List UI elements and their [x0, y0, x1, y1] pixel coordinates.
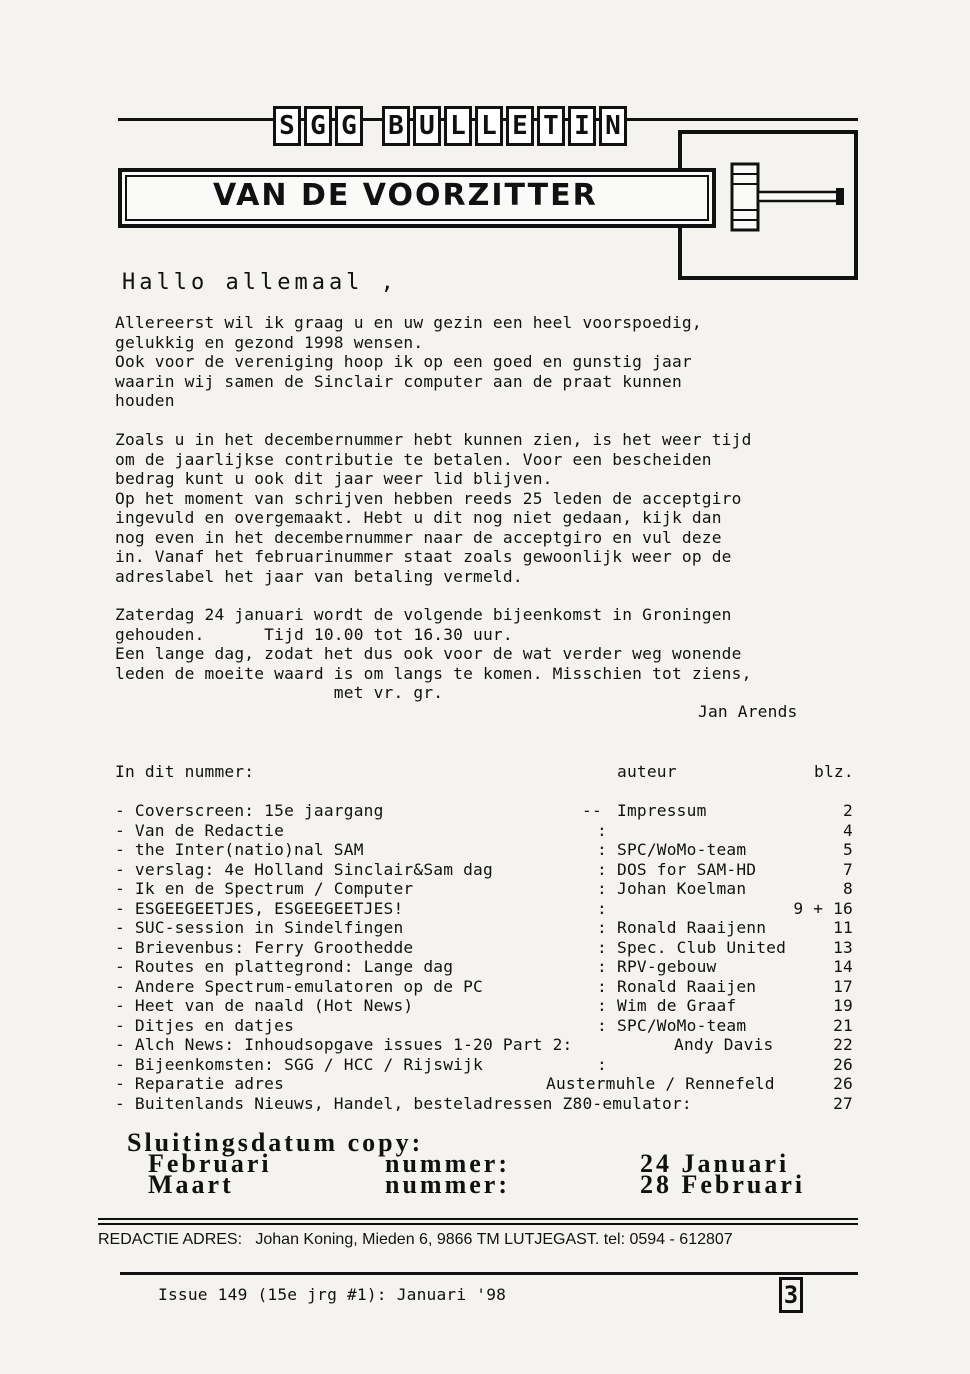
- toc-row: [115, 860, 855, 880]
- toc-author: RPV-gebouw: [617, 957, 717, 976]
- masthead-letter: G: [335, 106, 363, 146]
- toc-heading: In dit nummer:: [115, 762, 255, 781]
- toc-page: 14: [833, 957, 853, 976]
- toc-page: 27: [833, 1093, 853, 1113]
- toc-row: [115, 977, 855, 997]
- toc-page: 2: [843, 801, 853, 820]
- toc-author: SPC/WoMo-team: [617, 840, 747, 859]
- toc-author: Wim de Graaf: [617, 996, 737, 1015]
- paragraph-line: Allereerst wil ik graag u en uw gezin een heel voorspoedig,: [115, 313, 702, 332]
- toc-sep: :: [597, 1054, 607, 1074]
- toc-title: - Reparatie adres: [115, 1074, 285, 1093]
- toc-title: - Ik en de Spectrum / Computer: [115, 879, 414, 898]
- paragraph-2: [115, 430, 752, 586]
- toc-row: [115, 879, 855, 899]
- footer-rule-2: [98, 1223, 858, 1225]
- toc-author: Impressum: [617, 801, 707, 820]
- section-title: VAN DE VOORZITTER: [213, 178, 598, 213]
- closing-label: nummer:: [385, 1170, 510, 1199]
- toc-page: 5: [843, 840, 853, 859]
- paragraph-line: Op het moment van schrijven hebben reeds 25 leden de acceptgiro: [115, 488, 742, 508]
- masthead: [273, 106, 655, 156]
- masthead-sgg: [273, 111, 366, 141]
- paragraph-line: bedrag kunt u ook dit jaar weer lid blijven.: [115, 469, 553, 488]
- toc-page: 7: [843, 859, 853, 879]
- toc-title: - ESGEEGEETJES, ESGEEGEETJES!: [115, 898, 404, 918]
- closing-heading: Sluitingsdatum copy:: [127, 1128, 424, 1157]
- toc-page: 8: [843, 879, 853, 898]
- toc-title: - Bijeenkomsten: SGG / HCC / Rijswijk: [115, 1054, 483, 1074]
- toc-row: [115, 1035, 855, 1055]
- toc-title: - Ditjes en datjes: [115, 1015, 295, 1035]
- paragraph-line: waarin wij samen de Sinclair computer aan de praat kunnen: [115, 371, 682, 391]
- greeting: Hallo allemaal ,: [122, 270, 398, 295]
- closing-date: 28 Februari: [640, 1170, 806, 1199]
- paragraph-line: nog even in het decembernummer naar de acceptgiro en vul deze: [115, 527, 722, 547]
- masthead-letter: E: [506, 106, 534, 146]
- toc-title: - the Inter(natio)nal SAM: [115, 840, 364, 859]
- paragraph-line: houden: [115, 391, 175, 410]
- paragraph-line: adreslabel het jaar van betaling vermeld.: [115, 566, 523, 586]
- paragraph-line: gehouden. Tijd 10.00 tot 16.30 uur.: [115, 624, 513, 644]
- toc-page: 22: [833, 1035, 853, 1054]
- paragraph-line: Ook voor de vereniging hoop ik op een goed en gunstig jaar: [115, 352, 692, 371]
- page-number: 3: [779, 1277, 803, 1313]
- toc-page: 9 + 16: [793, 898, 853, 918]
- toc-col-author: auteur: [617, 762, 677, 781]
- toc-page: 19: [833, 996, 853, 1015]
- toc-title: - Routes en plattegrond: Lange dag: [115, 957, 454, 976]
- toc-title: - Alch News: Inhoudsopgave issues 1-20 Part 2:: [115, 1035, 573, 1054]
- closing-month: Maart: [148, 1170, 234, 1199]
- toc-author: DOS for SAM-HD: [617, 859, 757, 879]
- masthead-letter: U: [413, 106, 441, 146]
- footer-rule-1: [98, 1218, 858, 1220]
- toc-author: Ronald Raaijen: [617, 976, 757, 996]
- toc-sep: :: [597, 859, 607, 879]
- masthead-letter: I: [568, 106, 596, 146]
- paragraph-line: Een lange dag, zodat het dus ook voor de wat verder weg wonende: [115, 644, 742, 663]
- toc-page: 13: [833, 937, 853, 957]
- toc-row: [115, 1094, 855, 1114]
- toc-title: - Brievenbus: Ferry Groothedde: [115, 937, 414, 957]
- masthead-letter: L: [444, 106, 472, 146]
- toc-author: Johan Koelman: [617, 879, 747, 898]
- closing-label: nummer:: [385, 1149, 510, 1178]
- toc-sep: :: [597, 879, 607, 898]
- paragraph-line: leden de moeite waard is om langs te komen. Misschien tot ziens,: [115, 663, 752, 683]
- toc-sep: :: [597, 976, 607, 996]
- toc-author: SPC/WoMo-team: [617, 1015, 747, 1035]
- toc-sep: :: [597, 840, 607, 859]
- toc-author: Ronald Raaijenn: [617, 918, 767, 937]
- paragraph-line: in. Vanaf het februarinummer staat zoals gewoonlijk weer op de: [115, 547, 732, 566]
- paragraph-line: Zoals u in het decembernummer hebt kunnen zien, is het weer tijd: [115, 430, 752, 449]
- toc-sep: :: [597, 918, 607, 937]
- toc-row: [115, 1055, 855, 1075]
- masthead-letter: B: [382, 106, 410, 146]
- paragraph-line: met vr. gr.: [115, 683, 444, 702]
- toc-title: - Coverscreen: 15e jaargang: [115, 801, 384, 820]
- footer-address: REDACTIE ADRES: Johan Koning, Mieden 6, 9866 TM LUTJEGAST. tel: 0594 - 612807: [98, 1231, 733, 1248]
- toc-sep: :: [597, 1015, 607, 1035]
- toc-sep: :: [597, 937, 607, 957]
- toc-page: 4: [843, 820, 853, 840]
- toc-title: - Buitenlands Nieuws, Handel, besteladressen Z80-emulator:: [115, 1093, 692, 1113]
- toc-author: Austermuhle / Rennefeld: [546, 1074, 775, 1093]
- closing-date: 24 Januari: [640, 1149, 790, 1178]
- issue-line: Issue 149 (15e jrg #1): Januari '98: [158, 1285, 507, 1304]
- toc-row: [115, 821, 855, 841]
- toc-sep: :: [597, 820, 607, 840]
- toc-author: Andy Davis: [674, 1035, 774, 1054]
- gavel-icon: [718, 160, 848, 235]
- toc-row: [115, 1074, 855, 1094]
- paragraph-line: om de jaarlijkse contributie te betalen. Voor een bescheiden: [115, 449, 712, 469]
- toc-row: [115, 1016, 855, 1036]
- toc-row: [115, 957, 855, 977]
- masthead-letter: S: [273, 106, 301, 146]
- signature: Jan Arends: [698, 702, 798, 721]
- paragraph-line: ingevuld en overgemaakt. Hebt u dit nog niet gedaan, kijk dan: [115, 508, 722, 527]
- toc-title: - Andere Spectrum-emulatoren op de PC: [115, 976, 483, 996]
- toc-page: 21: [833, 1015, 853, 1035]
- paragraph-line: Zaterdag 24 januari wordt de volgende bijeenkomst in Groningen: [115, 605, 732, 624]
- masthead-letter: T: [537, 106, 565, 146]
- toc-row: [115, 996, 855, 1016]
- toc-row: [115, 801, 855, 821]
- toc-row: [115, 899, 855, 919]
- toc-sep: --: [582, 801, 602, 820]
- closing-month: Februari: [148, 1149, 272, 1178]
- toc-col-page: blz.: [814, 762, 854, 781]
- toc-page: 26: [833, 1054, 853, 1074]
- toc-row: [115, 840, 855, 860]
- footer-rule-3: [120, 1272, 858, 1275]
- masthead-bulletin: [382, 111, 630, 141]
- toc-sep: :: [597, 898, 607, 918]
- toc-sep: :: [597, 996, 607, 1015]
- masthead-letter: G: [304, 106, 332, 146]
- toc-title: - verslag: 4e Holland Sinclair&Sam dag: [115, 859, 493, 879]
- toc-title: - Heet van de naald (Hot News): [115, 996, 414, 1015]
- paragraph-3: [115, 605, 752, 703]
- paragraph-1: [115, 313, 702, 411]
- toc-title: - Van de Redactie: [115, 820, 285, 840]
- masthead-letter: N: [599, 106, 627, 146]
- toc-sep: :: [597, 957, 607, 976]
- toc-page: 26: [833, 1074, 853, 1093]
- toc-page: 17: [833, 976, 853, 996]
- masthead-letter: L: [475, 106, 503, 146]
- toc-title: - SUC-session in Sindelfingen: [115, 918, 404, 937]
- toc-author: Spec. Club United: [617, 937, 787, 957]
- toc-page: 11: [833, 918, 853, 937]
- toc-row: [115, 938, 855, 958]
- paragraph-line: gelukkig en gezond 1998 wensen.: [115, 332, 424, 352]
- toc-row: [115, 918, 855, 938]
